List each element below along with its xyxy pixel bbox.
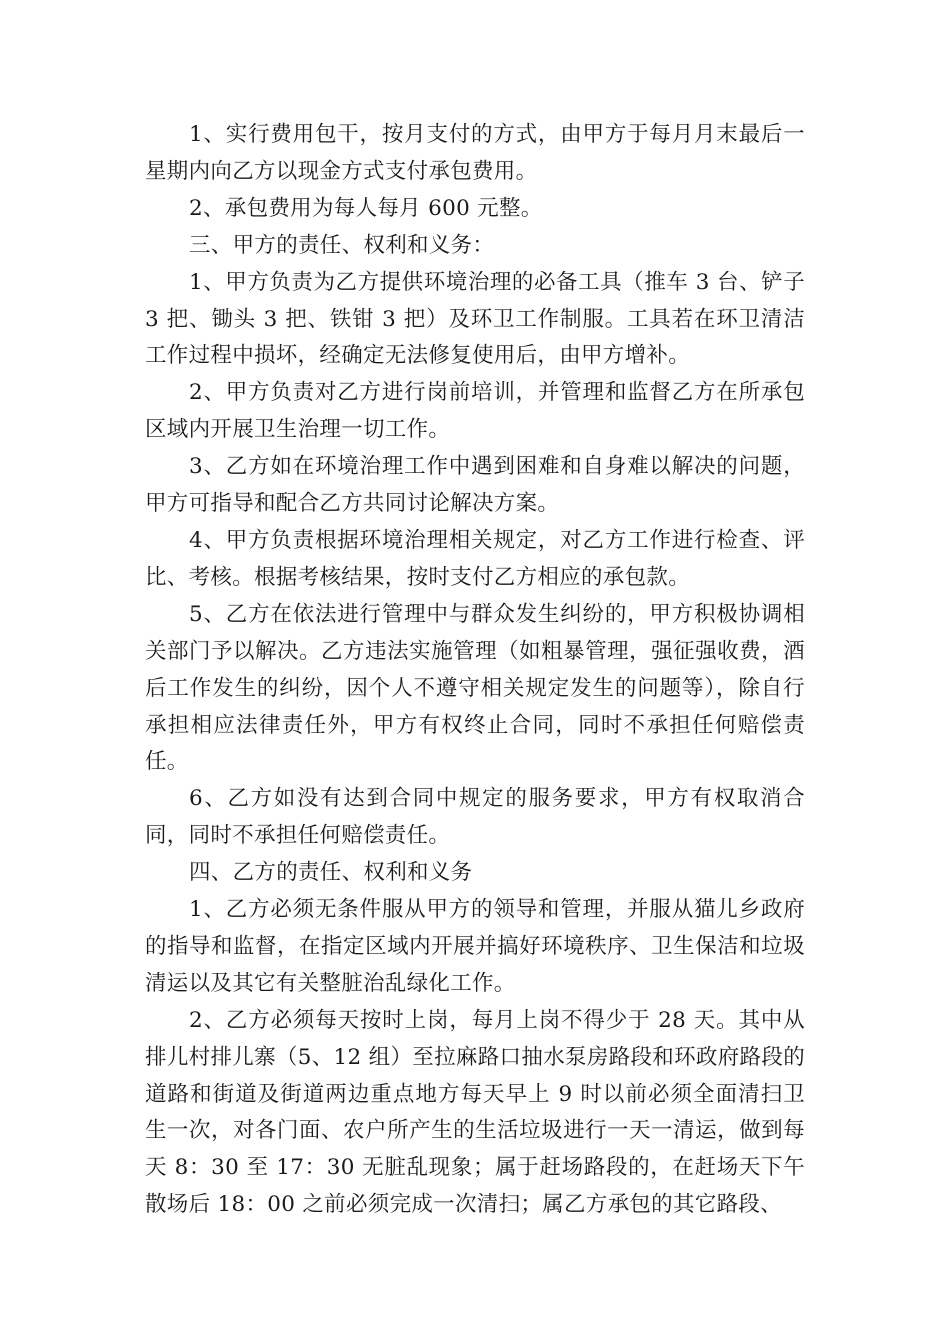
paragraph-party-a-clause-3: 3、乙方如在环境治理工作中遇到困难和自身难以解决的问题，甲方可指导和配合乙方共同讨论解决方案。 bbox=[145, 454, 805, 517]
paragraph-party-a-clause-6: 6、乙方如没有达到合同中规定的服务要求，甲方有权取消合同，同时不承担任何赔偿责任。 bbox=[145, 786, 805, 849]
paragraph-payment-method: 1、实行费用包干，按月支付的方式，由甲方于每月月末最后一星期内向乙方以现金方式支付承包费用。 bbox=[145, 122, 805, 184]
paragraph-party-a-clause-4: 4、甲方负责根据环境治理相关规定，对乙方工作进行检查、评比、考核。根据考核结果，按时支付乙方相应的承包款。 bbox=[145, 527, 805, 590]
document-body bbox=[145, 117, 805, 1224]
paragraph-party-a-clause-1: 1、甲方负责为乙方提供环境治理的必备工具（推车 3 台、铲子 3 把、锄头 3 把、铁钳 3 把）及环卫工作制服。工具若在环卫清洁工作过程中损坏，经确定无法修复使用后，由甲方增补。 bbox=[145, 269, 805, 369]
paragraph-party-a-clause-5: 5、乙方在依法进行管理中与群众发生纠纷的，甲方积极协调相关部门予以解决。乙方违法实施管理（如粗暴管理，强征强收费，酒后工作发生的纠纷，因个人不遵守相关规定发生的问题等），除自行承担相应法律责任外，甲方有权终止合同，同时不承担任何赔偿责任。 bbox=[145, 601, 805, 775]
paragraph-party-b-clause-1: 1、乙方必须无条件服从甲方的领导和管理，并服从猫儿乡政府的指导和监督，在指定区域内开展并搞好环境秩序、卫生保洁和垃圾清运以及其它有关整脏治乱绿化工作。 bbox=[145, 897, 805, 996]
paragraph-party-b-clause-2: 2、乙方必须每天按时上岗，每月上岗不得少于 28 天。其中从排儿村排儿寨（5、12 组）至拉麻路口抽水泵房路段和环政府路段的道路和街道及街道两边重点地方每天早上 9 时以前必须全面清扫卫生一次，对各门面、农户所产生的生活垃圾进行一天一清运，做到每天 8：30 至 17：30 无脏乱现象；属于赶场路段的，在赶场天下午散场后 18：00 之前必须完成一次清扫；属乙方承包的其它路段、 bbox=[145, 1007, 805, 1218]
paragraph-party-a-clause-2: 2、甲方负责对乙方进行岗前培训，并管理和监督乙方在所承包区域内开展卫生治理一切工作。 bbox=[145, 380, 805, 443]
section-heading-party-b: 四、乙方的责任、权利和义务 bbox=[189, 860, 473, 886]
section-heading-party-a: 三、甲方的责任、权利和义务： bbox=[189, 232, 495, 258]
paragraph-payment-amount: 2、承包费用为每人每月 600 元整。 bbox=[189, 195, 543, 221]
